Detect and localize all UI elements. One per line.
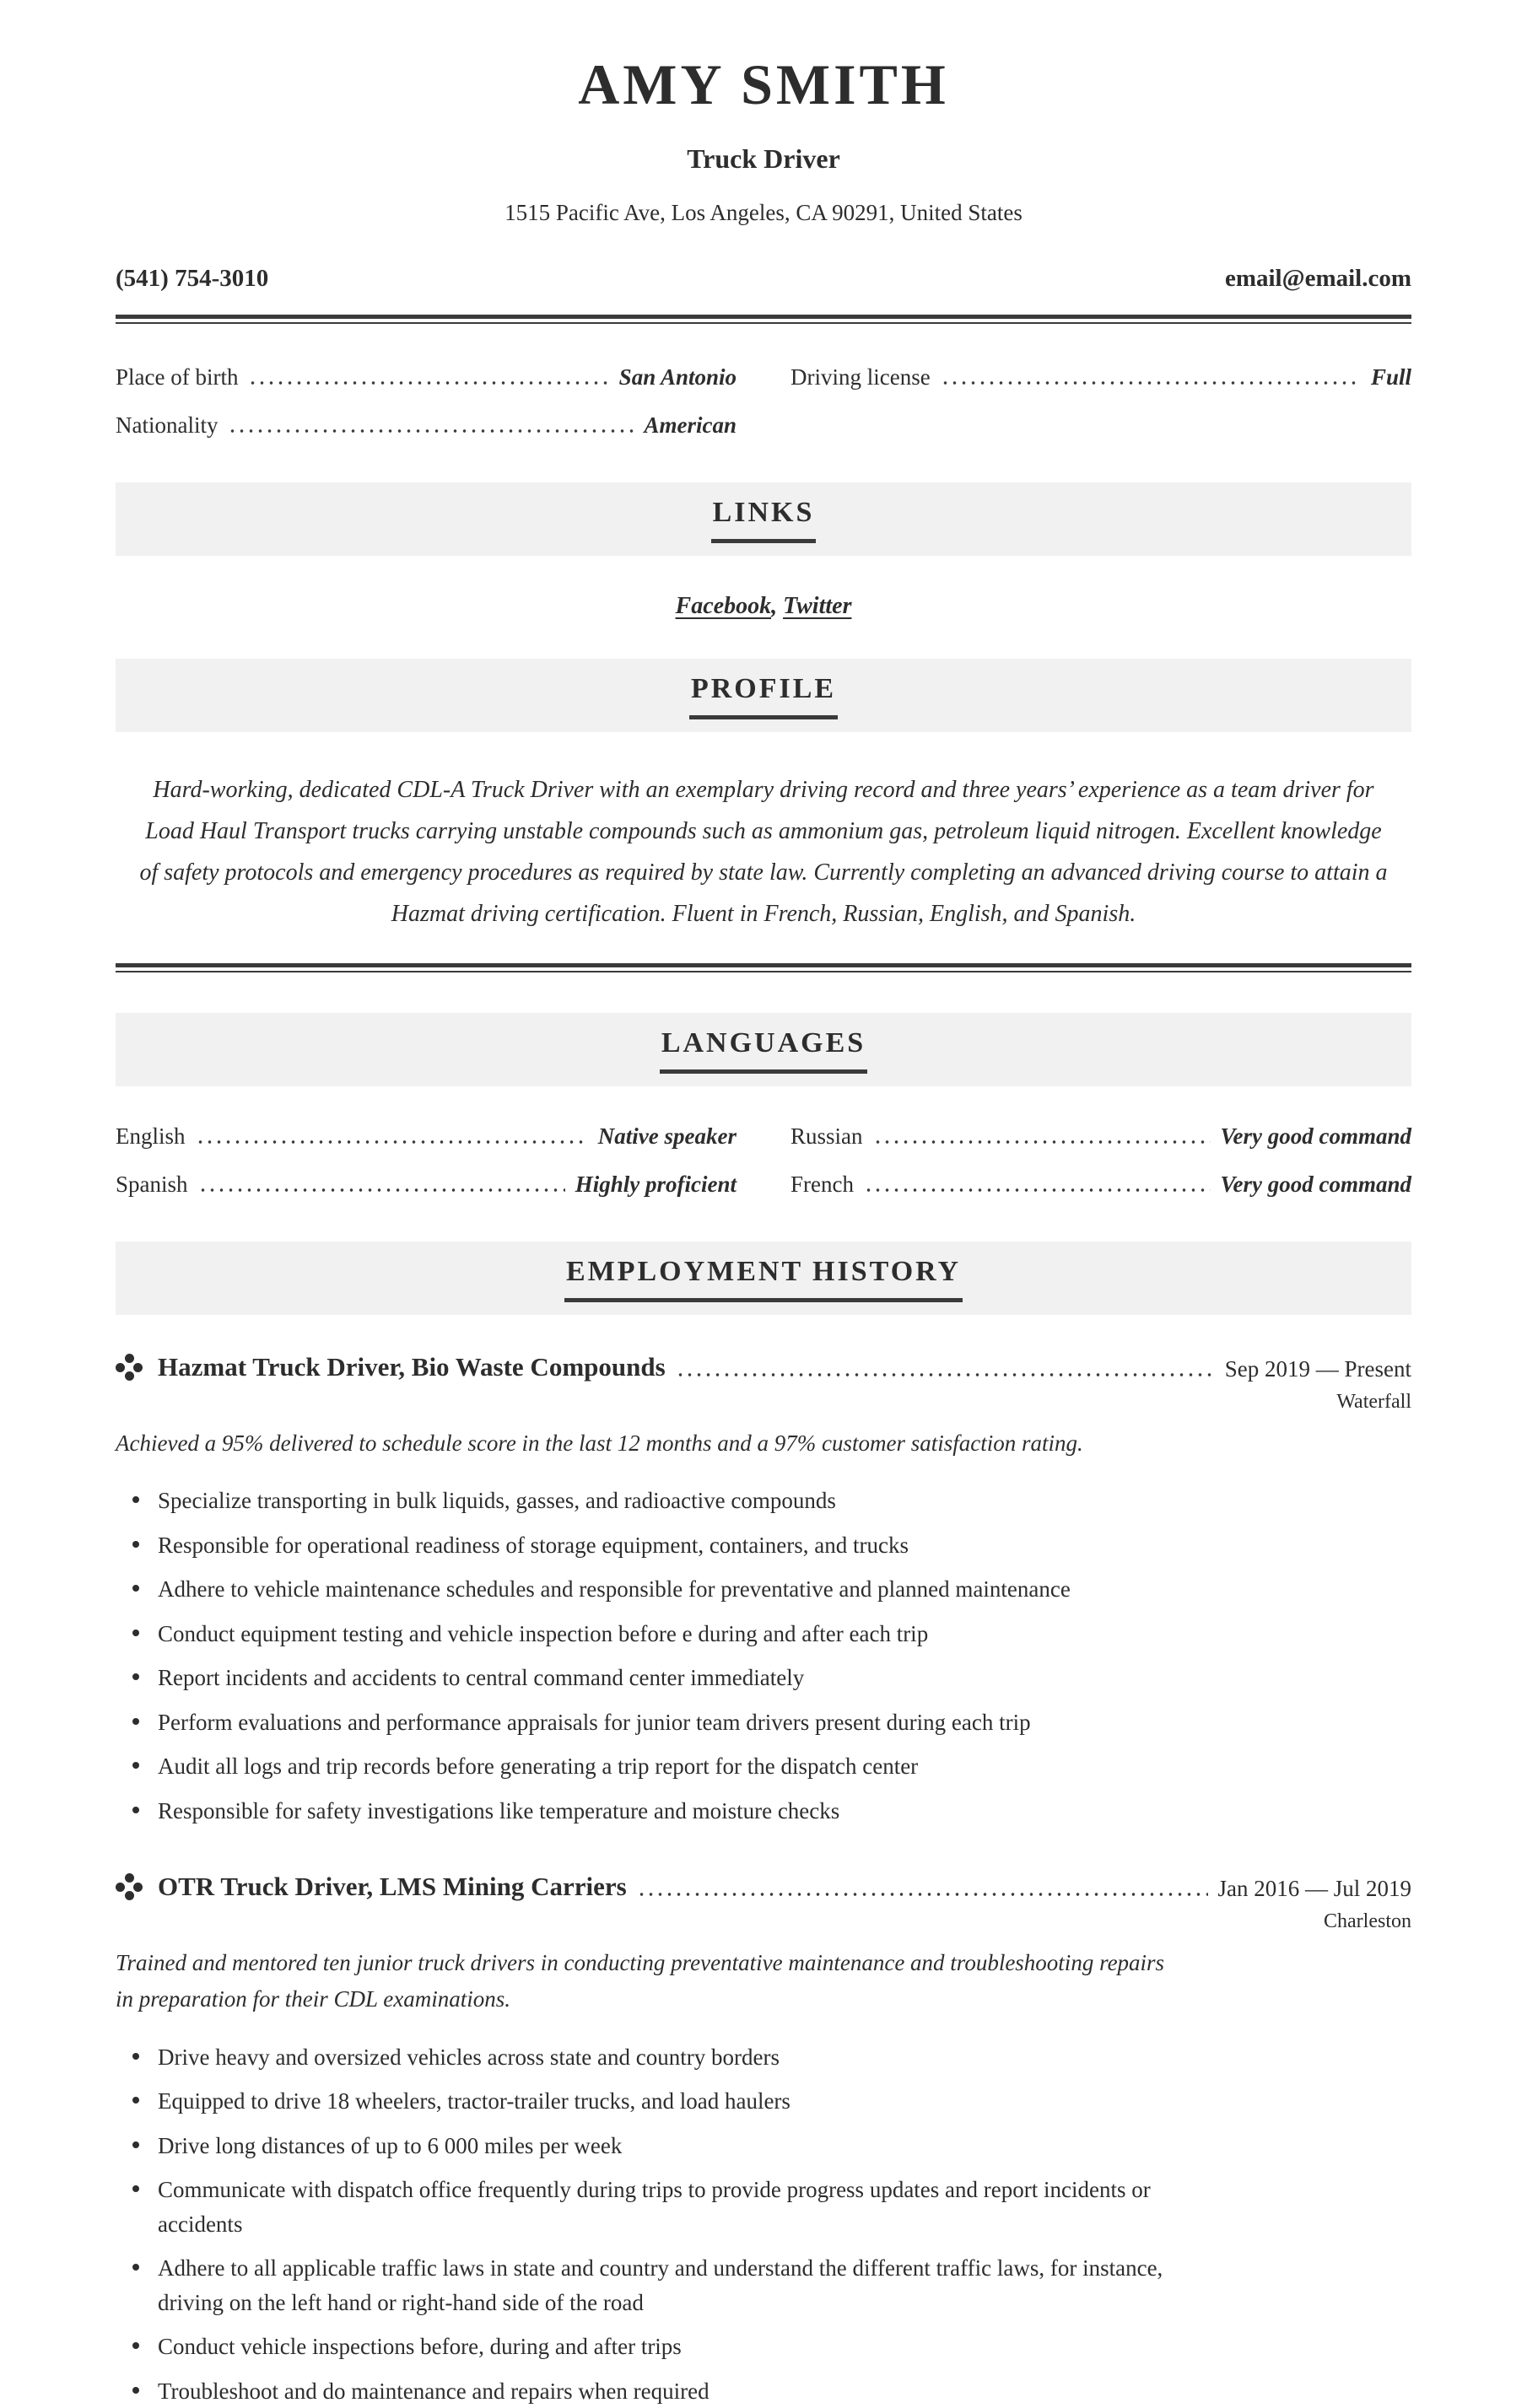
employment-job-2: [116, 1872, 1411, 2408]
job-summary: Achieved a 95% delivered to schedule score in the last 12 months and a 97% customer satisfaction rating.: [116, 1430, 1083, 1456]
leader-dots: [248, 381, 608, 385]
language-label: French: [790, 1172, 854, 1197]
leader-dots: [676, 1373, 1215, 1376]
link-twitter[interactable]: Twitter: [783, 593, 852, 619]
job-bullet: Drive heavy and oversized vehicles across state and country borders: [131, 2040, 1185, 2075]
contact-row: [116, 265, 1411, 293]
email: email@email.com: [1224, 265, 1411, 292]
detail-value: American: [644, 412, 737, 438]
clover-icon: [116, 1354, 143, 1381]
language-row-english: [116, 1123, 737, 1150]
language-row-spanish: [116, 1172, 737, 1198]
job-head: [116, 1872, 1411, 1902]
leader-dots: [873, 1140, 1211, 1144]
section-title-links: LINKS: [711, 497, 817, 543]
language-value: Very good command: [1220, 1123, 1411, 1149]
section-band-links: [116, 482, 1411, 556]
job-bullet: Responsible for operational readiness of storage equipment, containers, and trucks: [131, 1528, 1185, 1563]
leader-dots: [941, 381, 1361, 385]
personal-details: [116, 364, 1411, 439]
section-band-profile: [116, 659, 1411, 732]
language-value: Native speaker: [597, 1123, 737, 1149]
job-bullet: Adhere to all applicable traffic laws in state and country and understand the different traffic laws, for instance, driving on the left hand or right-hand side of the road: [131, 2251, 1185, 2319]
detail-row-nationality: [116, 412, 737, 439]
job-bullet: Communicate with dispatch office frequently during trips to provide progress updates and report incidents or accidents: [131, 2173, 1185, 2241]
detail-row-place-of-birth: [116, 364, 737, 391]
job-bullet: Conduct vehicle inspections before, during and after trips: [131, 2330, 1185, 2364]
job-bullet: Specialize transporting in bulk liquids, gasses, and radioactive compounds: [131, 1484, 1185, 1518]
job-bullet-list: [116, 2040, 1411, 2408]
section-band-languages: [116, 1013, 1411, 1086]
detail-value: San Antonio: [618, 364, 737, 390]
links-separator: ,: [771, 593, 784, 619]
detail-label: Place of birth: [116, 364, 239, 390]
job-bullet: Perform evaluations and performance appraisals for junior team drivers present during each trip: [131, 1705, 1185, 1740]
links-row: [116, 593, 1411, 620]
job-bullet: Responsible for safety investigations like temperature and moisture checks: [131, 1794, 1185, 1829]
job-bullet: Troubleshoot and do maintenance and repairs when required: [131, 2374, 1185, 2408]
language-value: Highly proficient: [575, 1172, 737, 1197]
language-label: English: [116, 1123, 186, 1149]
leader-dots: [637, 1893, 1208, 1896]
job-bullet: Conduct equipment testing and vehicle inspection before e during and after each trip: [131, 1617, 1185, 1651]
page-title: AMY SMITH: [578, 52, 949, 116]
clover-icon: [116, 1873, 143, 1900]
phone: (541) 754-3010: [116, 265, 269, 292]
address: 1515 Pacific Ave, Los Angeles, CA 90291, United States: [505, 200, 1022, 225]
leader-dots: [864, 1188, 1211, 1192]
job-location: Charleston: [1324, 1910, 1411, 1933]
job-summary: Trained and mentored ten junior truck drivers in conducting preventative maintenance and troubleshooting repairs in preparation for their CDL examinations.: [116, 1950, 1165, 2012]
profile-divider: [116, 963, 1411, 972]
job-bullet: Equipped to drive 18 wheelers, tractor-trailer trucks, and load haulers: [131, 2084, 1185, 2119]
detail-value: Full: [1370, 364, 1411, 390]
languages-grid: [116, 1123, 1411, 1198]
section-title-profile: PROFILE: [689, 673, 838, 719]
language-label: Russian: [790, 1123, 863, 1149]
link-facebook[interactable]: Facebook: [675, 593, 772, 619]
detail-row-driving-license: [790, 364, 1411, 391]
leader-dots: [198, 1188, 565, 1192]
job-title: Hazmat Truck Driver, Bio Waste Compounds: [158, 1352, 666, 1382]
employment-job-1: [116, 1352, 1411, 1828]
section-band-employment: [116, 1242, 1411, 1315]
job-head: [116, 1352, 1411, 1382]
detail-label: Nationality: [116, 412, 219, 438]
language-label: Spanish: [116, 1172, 188, 1197]
job-title-header: Truck Driver: [687, 143, 840, 174]
section-title-languages: LANGUAGES: [660, 1027, 867, 1074]
profile-text: Hard-working, dedicated CDL-A Truck Driver with an exemplary driving record and three years’ experience as a team driver for Load Haul Transport trucks carrying unstable compounds such as ammonium gas, petroleum liquid nitrogen. Excellent knowledge of safety protocols and emergency procedures as required by state law. Currently completing an advanced driving course to attain a Hazmat driving certification. Fluent in French, Russian, English, and Spanish.: [139, 777, 1388, 927]
job-location: Waterfall: [1336, 1391, 1411, 1413]
header-divider: [116, 315, 1411, 324]
job-title: OTR Truck Driver, LMS Mining Carriers: [158, 1872, 627, 1902]
leader-dots: [196, 1140, 588, 1144]
language-value: Very good command: [1220, 1172, 1411, 1197]
language-row-russian: [790, 1123, 1411, 1150]
job-dates: Jan 2016 — Jul 2019: [1217, 1876, 1411, 1902]
section-title-employment: EMPLOYMENT HISTORY: [564, 1256, 963, 1302]
detail-label: Driving license: [790, 364, 931, 390]
job-dates: Sep 2019 — Present: [1224, 1356, 1411, 1382]
job-bullet: Adhere to vehicle maintenance schedules and responsible for preventative and planned maintenance: [131, 1572, 1185, 1607]
job-bullet-list: [116, 1484, 1411, 1828]
job-bullet: Report incidents and accidents to central command center immediately: [131, 1661, 1185, 1695]
job-bullet: Audit all logs and trip records before generating a trip report for the dispatch center: [131, 1749, 1185, 1784]
leader-dots: [228, 429, 634, 433]
language-row-french: [790, 1172, 1411, 1198]
job-bullet: Drive long distances of up to 6 000 miles per week: [131, 2129, 1185, 2163]
